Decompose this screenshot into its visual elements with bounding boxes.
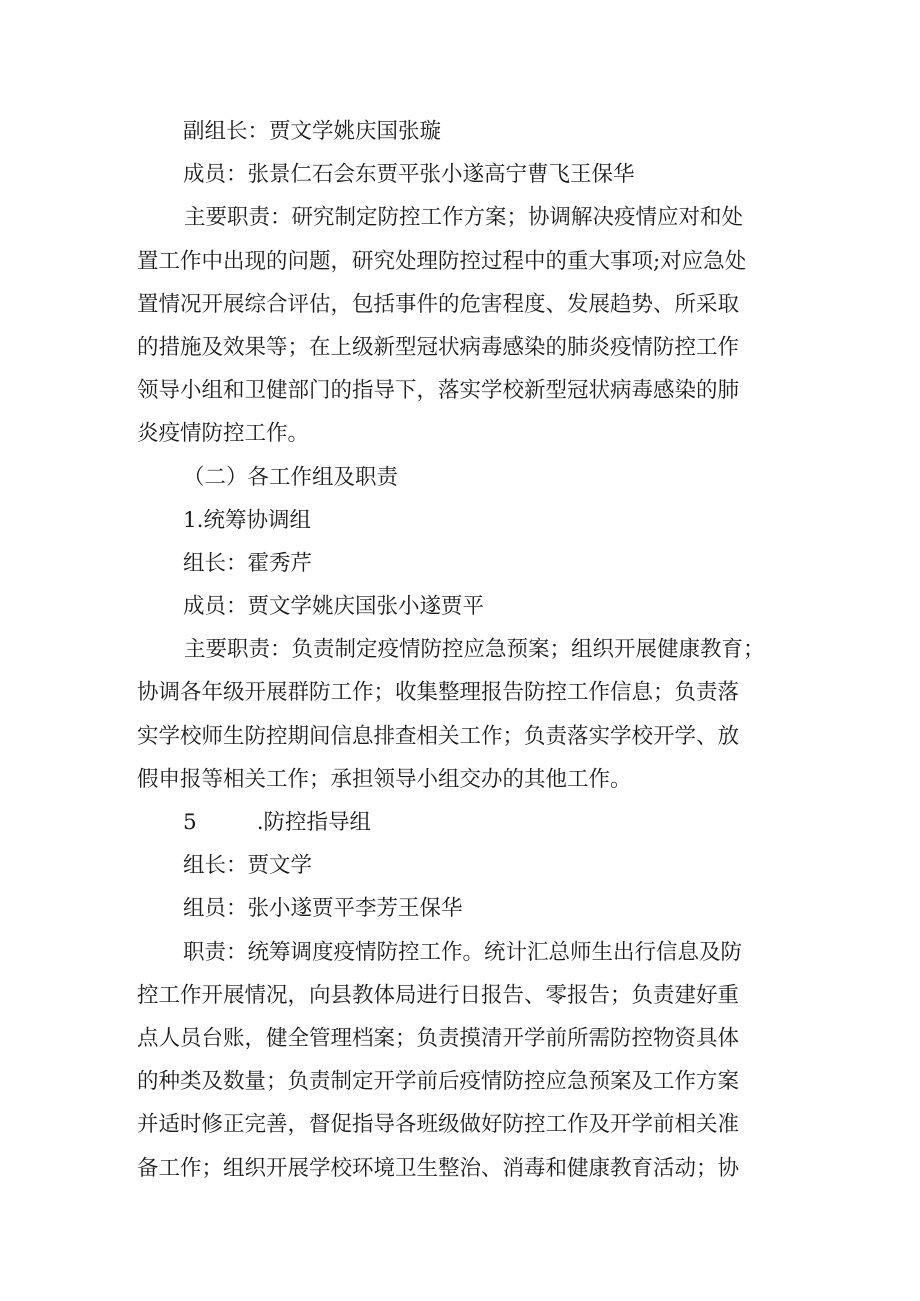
paragraph-line: 置工作中出现的问题，研究处理防控过程中的重大事项;对应急处	[137, 248, 747, 274]
paragraph-line: 并适时修正完善，督促指导各班级做好防控工作及开学前相关准	[137, 1112, 740, 1138]
paragraph-line: 实学校师生防控期间信息排查相关工作；负责落实学校开学、放	[137, 723, 740, 749]
duties-line: 职责：统筹调度疫情防控工作。统计汇总师生出行信息及防	[183, 939, 743, 965]
paragraph-line: 领导小组和卫健部门的指导下，落实学校新型冠状病毒感染的肺	[137, 378, 740, 404]
paragraph-line: 置情况开展综合评估，包括事件的危害程度、发展趋势、所采取	[137, 291, 740, 317]
section-heading: （二）各工作组及职责	[183, 464, 399, 490]
paragraph-line: 备工作；组织开展学校环境卫生整治、消毒和健康教育活动；协	[137, 1155, 740, 1181]
subsection-heading: 1.统筹协调组	[183, 507, 312, 533]
members-line: 成员：张景仁石会东贾平张小遂高宁曹飞王保华	[183, 162, 635, 188]
subsection-number: 5	[183, 810, 197, 835]
group-leader-line: 组长：霍秀芹	[183, 550, 313, 576]
group-members-line: 组员：张小遂贾平李芳王保华	[183, 896, 463, 922]
paragraph-line: 的种类及数量；负责制定开学前后疫情防控应急预案及工作方案	[137, 1069, 740, 1095]
members-line: 成员：贾文学姚庆国张小遂贾平	[183, 594, 485, 620]
paragraph-line: 控工作开展情况，向县教体局进行日报告、零报告；负责建好重	[137, 982, 740, 1008]
document-page	[137, 110, 787, 1190]
deputy-leader-line: 副组长：贾文学姚庆国张璇	[183, 119, 442, 144]
paragraph-line: 点人员台账，健全管理档案；负责摸清开学前所需防控物资具体	[137, 1025, 740, 1051]
paragraph-line: 协调各年级开展群防工作；收集整理报告防控工作信息；负责落	[137, 680, 740, 706]
main-duties-line: 主要职责：负责制定疫情防控应急预案；组织开展健康教育；	[184, 637, 765, 663]
group-leader-line: 组长：贾文学	[183, 853, 313, 879]
paragraph-line: 假申报等相关工作；承担领导小组交办的其他工作。	[137, 766, 632, 792]
subsection-heading	[137, 801, 787, 844]
paragraph-line: 炎疫情防控工作。	[137, 421, 310, 447]
subsection-title: .防控指导组	[256, 810, 372, 835]
paragraph-line: 的措施及效果等；在上级新型冠状病毒感染的肺炎疫情防控工作	[137, 334, 740, 360]
main-duties-line: 主要职责：研究制定防控工作方案；协调解决疫情应对和处	[184, 205, 744, 231]
